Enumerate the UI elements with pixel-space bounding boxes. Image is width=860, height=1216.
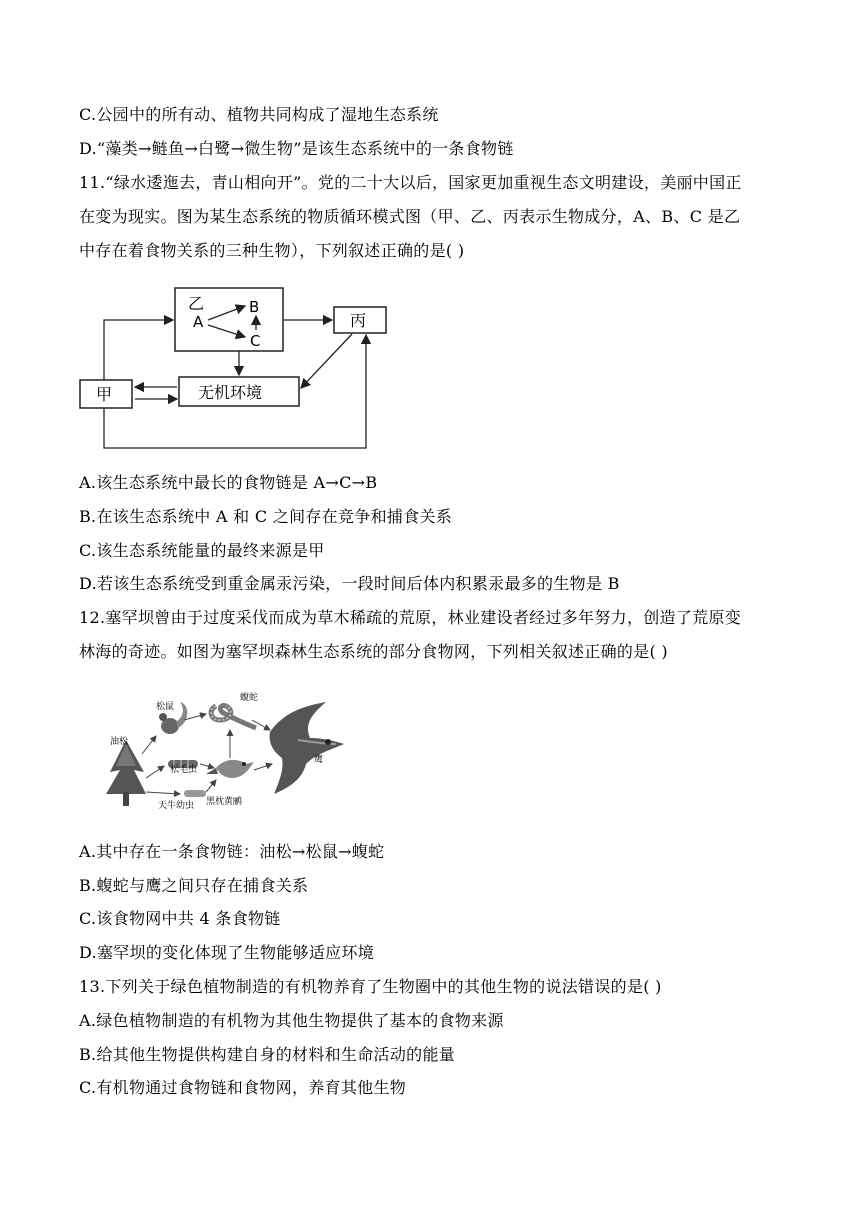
arrow-pine-to-larva: [146, 792, 180, 794]
q11-stem-line-2: 在变为现实。图为某生态系统的物质循环模式图（甲、乙、丙表示生物成分，A、B、C 是乙: [79, 207, 741, 226]
arrow-jia-to-yi: [104, 320, 173, 380]
node-a-label: A: [193, 313, 204, 331]
q10-option-c: C.公园中的所有动、植物共同构成了湿地生态系统: [79, 105, 439, 124]
arrow-pine-to-caterpillar: [146, 766, 164, 778]
label-squirrel: 松鼠: [156, 702, 175, 712]
q11-stem-line-3: 中存在着食物关系的三种生物），下列叙述正确的是( ): [79, 241, 465, 260]
q13-option-a: A.绿色植物制造的有机物为其他生物提供了基本的食物来源: [79, 1011, 504, 1030]
q13-stem: 13.下列关于绿色植物制造的有机物养育了生物圈中的其他生物的说法错误的是( ): [79, 977, 662, 996]
node-b-label: B: [249, 298, 260, 316]
arrow-pine-to-squirrel: [142, 736, 156, 754]
label-eagle: 鹰: [314, 755, 324, 765]
label-oriole: 黑枕黄鹂: [206, 797, 243, 807]
arrow-a-to-b: [208, 306, 245, 320]
q12-stem-line-1: 12.塞罕坝曾由于过度采伐而成为草木稀疏的荒原，林业建设者经过多年努力，创造了荒原变: [79, 608, 742, 627]
label-caterpillar: 松毛虫: [170, 765, 198, 775]
larva-icon: [184, 790, 206, 797]
snake-icon: [211, 705, 256, 728]
q12-option-c: C.该食物网中共 4 条食物链: [79, 909, 281, 928]
q11-stem-line-1: 11.“绿水逶迤去，青山相向开”。党的二十大以后，国家更加重视生态文明建设，美丽中国正: [79, 173, 742, 192]
eagle-icon: [270, 702, 344, 794]
arrow-squirrel-to-snake: [184, 714, 206, 720]
q11-option-d: D.若该生态系统受到重金属汞污染，一段时间后体内积累汞最多的生物是 B: [79, 574, 620, 593]
arrow-larva-to-oriole: [206, 780, 216, 792]
arrow-oriole-to-eagle: [254, 764, 272, 770]
oriole-icon: [206, 760, 254, 778]
arrow-a-to-c: [208, 325, 245, 337]
label-snake: 蝮蛇: [240, 693, 259, 703]
label-larva: 天牛幼虫: [158, 801, 195, 811]
q11-option-b: B.在该生态系统中 A 和 C 之间存在竞争和捕食关系: [79, 507, 453, 526]
q11-option-c: C.该生态系统能量的最终来源是甲: [79, 541, 325, 560]
q13-option-b: B.给其他生物提供构建自身的材料和生命活动的能量: [79, 1045, 456, 1064]
arrow-bing-to-env: [301, 334, 352, 388]
q13-option-c: C.有机物通过食物链和食物网，养育其他生物: [79, 1078, 407, 1097]
q12-option-b: B.蝮蛇与鹰之间只存在捕食关系: [79, 876, 309, 895]
yi-label: 乙: [188, 294, 205, 313]
q10-option-d: D.“藻类→鲢鱼→白鹭→微生物”是该生态系统中的一条食物链: [79, 139, 514, 158]
q12-food-web-diagram: [98, 684, 354, 812]
q12-stem-line-2: 林海的奇迹。如图为塞罕坝森林生态系统的部分食物网，下列相关叙述正确的是( ): [79, 642, 668, 661]
q11-material-cycle-diagram: [74, 282, 394, 454]
label-pine: 油松: [110, 737, 129, 747]
q12-option-a: A.其中存在一条食物链：油松→松鼠→蝮蛇: [79, 842, 385, 861]
pine-tree-icon: [106, 740, 146, 806]
node-c-label: C: [250, 332, 261, 350]
q12-option-d: D.塞罕坝的变化体现了生物能够适应环境: [79, 943, 375, 962]
jia-label: 甲: [96, 385, 113, 404]
q11-option-a: A.该生态系统中最长的食物链是 A→C→B: [79, 473, 378, 492]
arrow-caterpillar-to-oriole: [200, 764, 214, 768]
env-label: 无机环境: [198, 383, 263, 402]
bing-label: 丙: [350, 311, 367, 330]
